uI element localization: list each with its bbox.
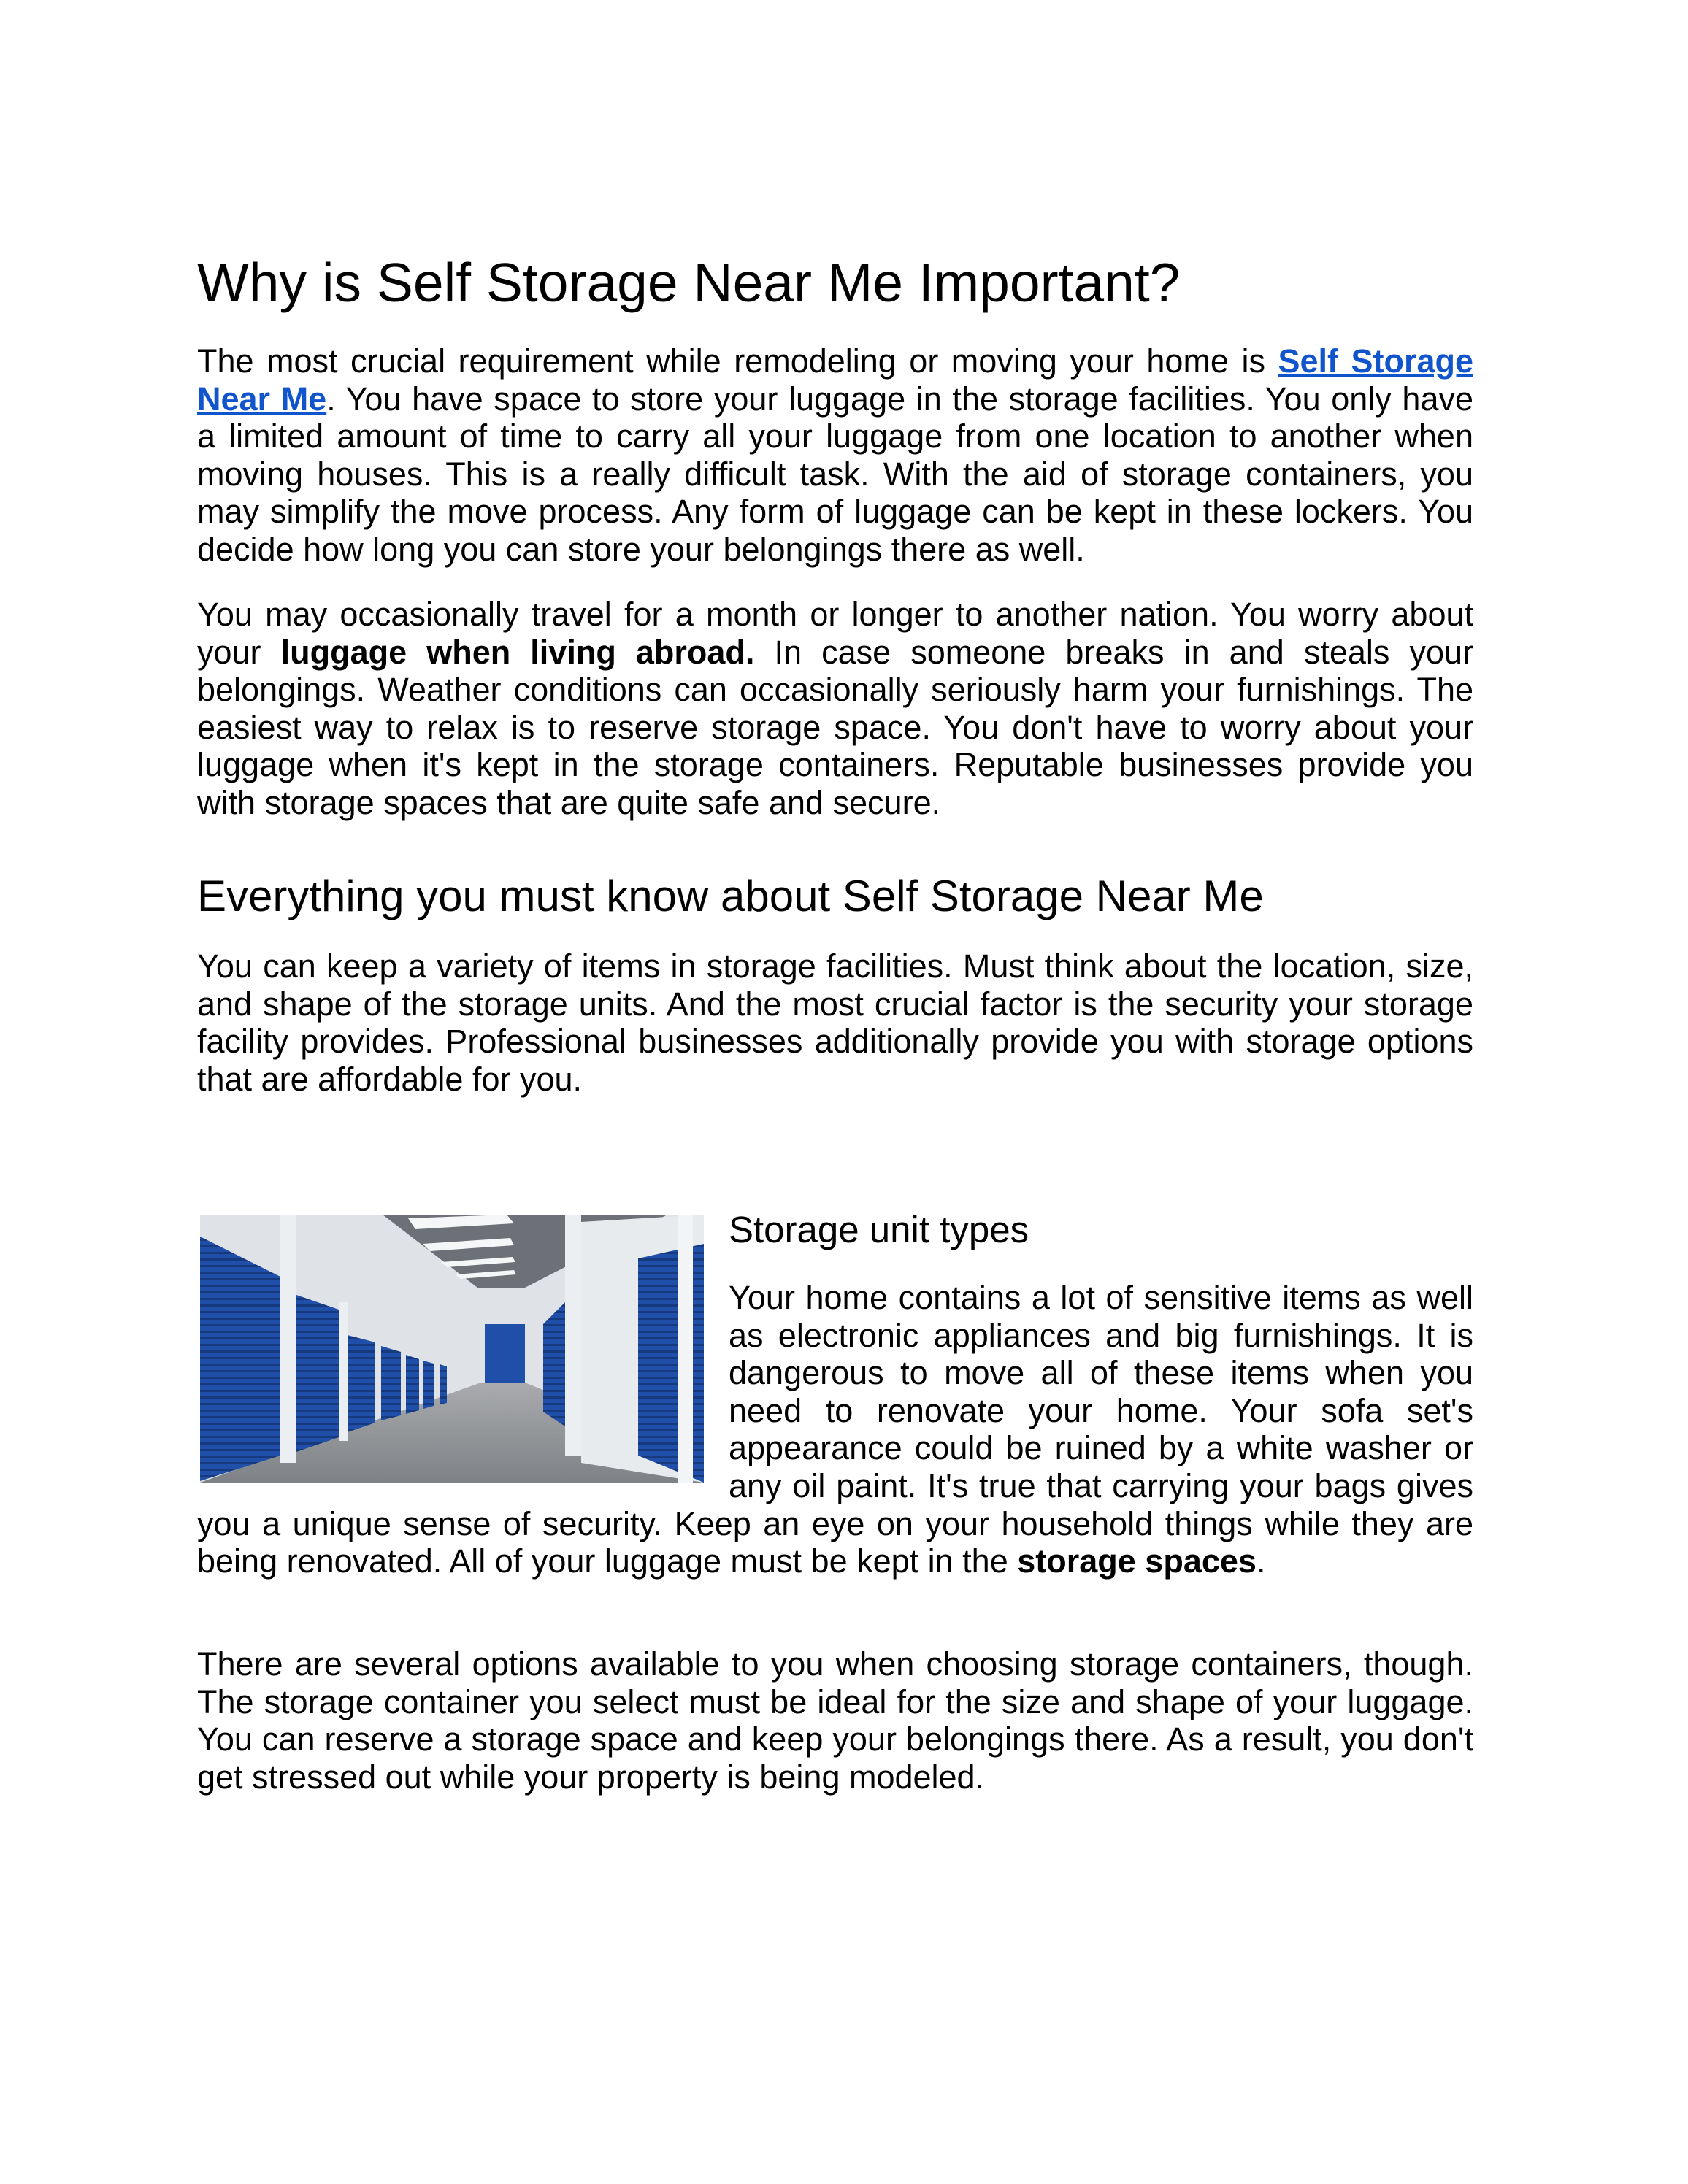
text: Your home contains a lot of sensitive items as well as electronic appliances and big furnishings. It is dangerous to move all of these items when you need to renovate your home. Your sofa set's appearance could be ruined by a white washer or any oil paint. It's true that carrying your bags gives you a unique sense of security. Keep an eye on your household things while they are being renovated. All of your luggage must be kept in the (197, 1279, 1473, 1580)
section-heading: Everything you must know about Self Storage Near Me (197, 872, 1264, 920)
know-paragraph (197, 947, 1473, 1098)
text: . (1256, 1542, 1266, 1580)
storage-corridor-image (200, 1215, 704, 1483)
subsection-heading: Storage unit types (729, 1209, 1029, 1250)
text: . You have space to store your luggage in the storage facilities. You only have a limited amount of time to carry all your luggage from one location to another when moving houses. This is a really difficult task. With the aid of storage containers, you may simplify the move process. Any form of luggage can be kept in these lockers. You decide how long you can store your belongings there as well. (197, 380, 1473, 568)
intro-paragraph (197, 342, 1473, 569)
text: You can keep a variety of items in storage facilities. Must think about the location, size, and shape of the storage units. And the most crucial factor is the security your storage facility provides. Professional businesses additionally provide you with storage options that are affordable for you. (197, 947, 1473, 1098)
page-title: Why is Self Storage Near Me Important? (197, 252, 1181, 313)
text: In case someone breaks in and steals your belongings. Weather conditions can occasionally seriously harm your furnishings. The easiest way to relax is to reserve storage space. You don't have to worry about your luggage when it's kept in the storage containers. Reputable businesses provide you with storage spaces that are quite safe and secure. (197, 633, 1474, 821)
bold-text: luggage when living abroad. (280, 633, 755, 671)
travel-paragraph (197, 596, 1473, 822)
storage-types-section (197, 1208, 1473, 1580)
bold-text: storage spaces (1017, 1542, 1257, 1580)
text: You may occasionally travel for a month or longer to another nation. You worry about your (197, 596, 1473, 671)
text: There are several options available to you when choosing storage containers, though. The storage container you select must be ideal for the size and shape of your luggage. You can reserve a storage space and keep your belongings there. As a result, you don't get stressed out while your property is being modeled. (197, 1645, 1473, 1796)
options-paragraph (197, 1645, 1473, 1796)
text: The most crucial requirement while remodeling or moving your home is (197, 342, 1278, 380)
self-storage-link[interactable]: Self Storage Near Me (197, 342, 1473, 418)
